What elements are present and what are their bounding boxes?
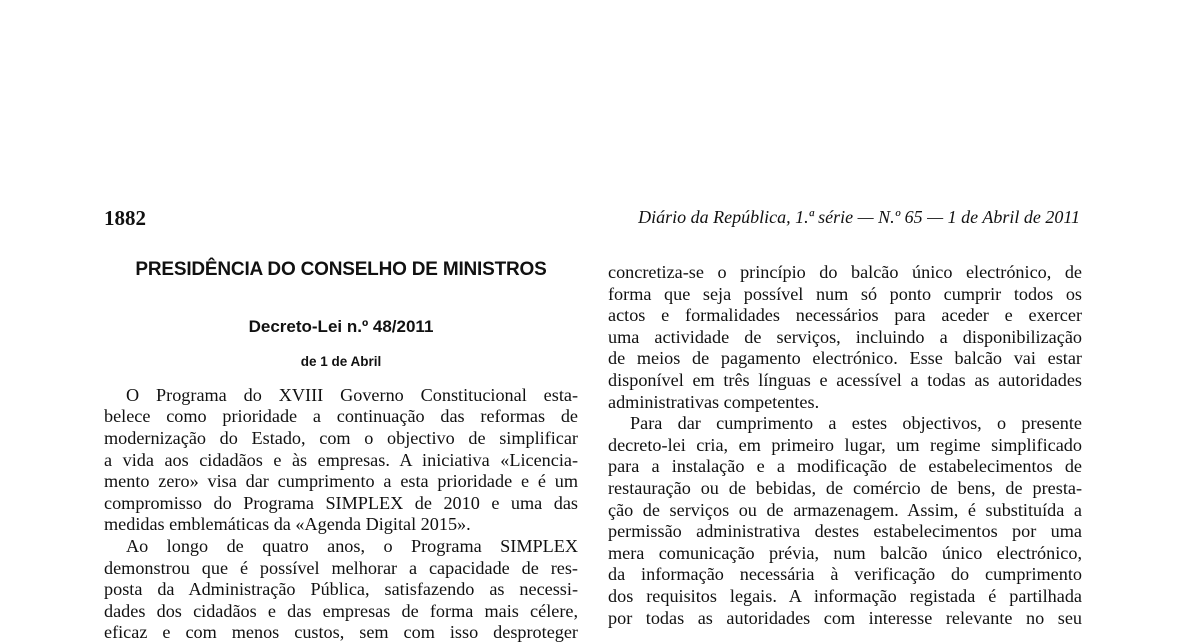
- decree-date: de 1 de Abril: [300, 354, 382, 370]
- text-line: Para dar cumprimento a estes objectivos, o presente: [630, 413, 1082, 434]
- text-line: decreto-lei cria, em primeiro lugar, um regime simplificado: [608, 434, 1082, 455]
- left-body-text: [104, 385, 578, 644]
- text-line: por todas as autoridades com interesse relevante no seu: [608, 607, 1082, 628]
- text-line: uma actividade de serviços, incluindo a disponibilização: [608, 326, 1082, 347]
- text-line: demonstrou que é possível melhorar a capacidade de res-: [104, 557, 578, 578]
- text-line: a vida aos cidadãos e às empresas. A iniciativa «Licencia-: [104, 449, 578, 470]
- text-line: administrativas competentes.: [608, 391, 820, 412]
- text-line: O Programa do XVIII Governo Constitucional esta-: [126, 384, 578, 405]
- text-line: ção de serviços ou de armazenagem. Assim, é substituída a: [608, 499, 1082, 520]
- text-line: eficaz e com menos custos, sem com isso desproteger: [104, 622, 578, 643]
- right-column: [608, 262, 1082, 629]
- text-line: permissão administrativa destes estabelecimentos por uma: [608, 521, 1082, 542]
- text-line: forma que seja possível num só ponto cumprir todos os: [608, 283, 1082, 304]
- running-head: Diário da República, 1.ª série — N.º 65 — 1 de Abril de 2011: [638, 207, 1080, 227]
- text-line: dos requisitos legais. A informação registada é partilhada: [608, 585, 1082, 606]
- text-line: posta da Administração Pública, satisfazendo as necessi-: [104, 579, 578, 600]
- text-line: medidas emblemáticas da «Agenda Digital 2015».: [104, 514, 471, 535]
- left-column: [104, 255, 578, 644]
- text-line: Ao longo de quatro anos, o Programa SIMPLEX: [126, 535, 578, 556]
- ministry-heading: PRESIDÊNCIA DO CONSELHO DE MINISTROS: [135, 259, 547, 280]
- text-line: modernização do Estado, com o objectivo de simplificar: [104, 427, 578, 448]
- decree-title: Decreto-Lei n.º 48/2011: [248, 316, 434, 336]
- text-line: mento zero» visa dar cumprimento a esta prioridade e é um: [104, 471, 578, 492]
- text-line: da informação necessária à verificação do cumprimento: [608, 564, 1082, 585]
- text-line: restauração ou de bebidas, de comércio de bens, de presta-: [608, 477, 1082, 498]
- text-line: de meios de pagamento electrónico. Esse balcão vai estar: [608, 348, 1082, 369]
- text-line: belece como prioridade a continuação das reformas de: [104, 406, 578, 427]
- text-line: dades dos cidadãos e das empresas de forma mais célere,: [104, 600, 578, 621]
- text-line: para a instalação e a modificação de estabelecimentos de: [608, 456, 1082, 477]
- text-line: mera comunicação prévia, num balcão único electrónico,: [608, 542, 1082, 563]
- text-line: compromisso do Programa SIMPLEX de 2010 e uma das: [104, 492, 578, 513]
- text-line: actos e formalidades necessários para aceder e exercer: [608, 305, 1082, 326]
- page-number: 1882: [104, 206, 146, 230]
- text-line: concretiza-se o princípio do balcão único electrónico, de: [608, 262, 1082, 282]
- text-line: disponível em três línguas e acessível a todas as autoridades: [608, 369, 1082, 390]
